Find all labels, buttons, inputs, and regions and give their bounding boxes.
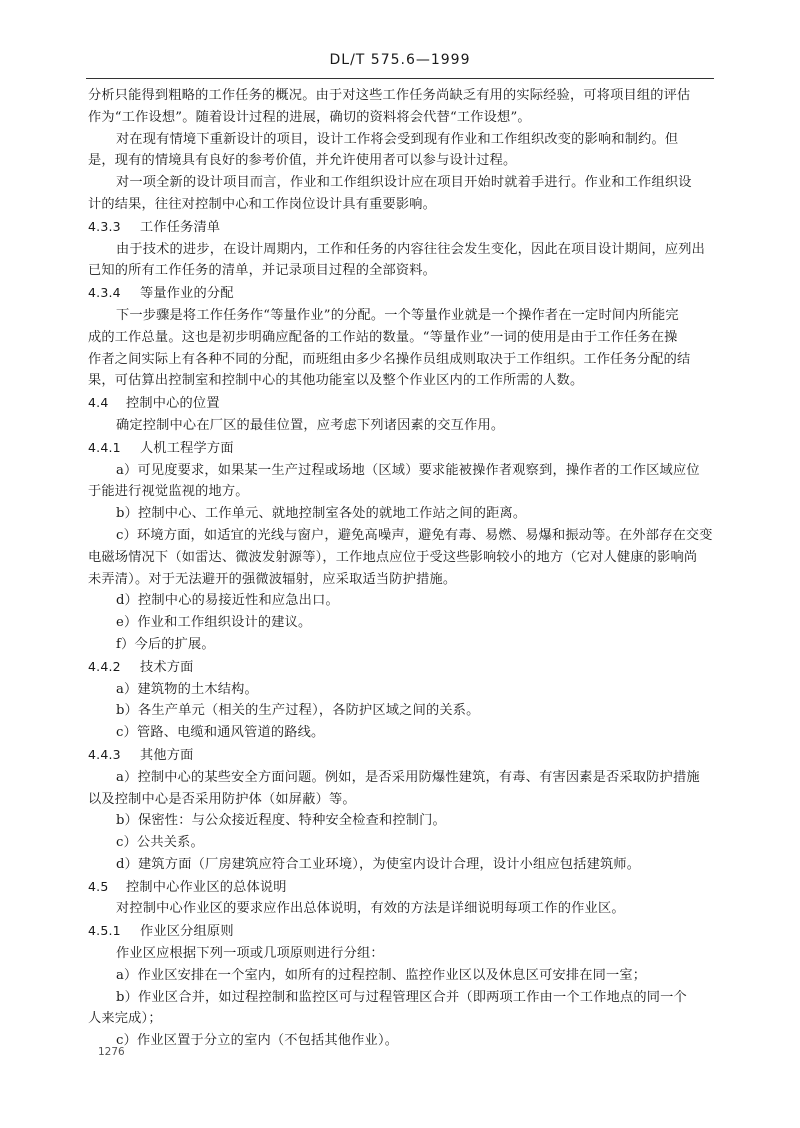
text-line: 成的工作总量。这也是初步明确应配备的工作站的数量。“等量作业”一词的使用是由于工作任务在操 (88, 329, 678, 345)
document-body (88, 85, 718, 1052)
section-heading (88, 216, 718, 239)
section-heading (88, 437, 718, 460)
text-line: d）控制中心的易接近性和应急出口。 (116, 593, 339, 609)
section-heading (88, 656, 718, 679)
text-line: b）作业区合并，如过程控制和监控区可与过程管理区合并（即两项工作由一个工作地点的同一个 (116, 989, 687, 1005)
text-line: d）建筑方面（厂房建筑应符合工业环境），为使室内设计合理，设计小组应包括建筑师。 (116, 856, 641, 872)
section-title: 作业区分组原则 (140, 924, 234, 940)
section-number: 4.4 (88, 395, 109, 411)
text-line: a）建筑物的土木结构。 (116, 681, 258, 697)
text-line: 作业区应根据下列一项或几项原则进行分组： (116, 946, 384, 962)
text-line: 对一项全新的设计项目而言，作业和工作组织设计应在项目开始时就着手进行。作业和工作组织设 (116, 175, 692, 191)
text-line: 计的结果，往往对控制中心和工作岗位设计具有重要影响。 (88, 196, 437, 212)
section-heading (88, 744, 718, 767)
section-heading (88, 282, 718, 305)
text-line: 人来完成）； (88, 1011, 162, 1027)
text-line: 电磁场情况下（如雷达、微波发射源等），工作地点应位于受这些影响较小的地方（它对人健康的影响尚 (88, 549, 698, 565)
section-title: 人机工程学方面 (140, 440, 234, 456)
text-line: c）作业区置于分立的室内（不包括其他作业）。 (116, 1033, 399, 1049)
section-heading (88, 876, 718, 899)
text-line: e）作业和工作组织设计的建议。 (116, 615, 312, 631)
section-number: 4.4.3 (88, 746, 121, 762)
text-line: b）控制中心、工作单元、就地控制室各处的就地工作站之间的距离。 (116, 506, 527, 522)
header-rule (86, 78, 714, 79)
text-line: 对在现有情境下重新设计的项目，设计工作将会受到现有作业和工作组织改变的影响和制约。但 (116, 131, 679, 147)
section-title: 其他方面 (140, 747, 194, 763)
section-number: 4.5 (88, 878, 109, 894)
section-title: 控制中心作业区的总体说明 (126, 879, 287, 895)
section-title: 技术方面 (140, 659, 194, 675)
text-line: c）管路、电缆和通风管道的路线。 (116, 725, 325, 741)
section-title: 控制中心的位置 (126, 396, 220, 412)
text-line: 作为“工作设想”。随着设计过程的进展，确切的资料将会代替“工作设想”。 (88, 109, 531, 125)
section-number: 4.4.2 (88, 658, 121, 674)
section-number: 4.4.1 (88, 439, 121, 455)
section-number: 4.3.3 (88, 218, 121, 234)
text-line: 确定控制中心在厂区的最佳位置，应考虑下列诸因素的交互作用。 (116, 417, 505, 433)
text-line: 作者之间实际上有各种不同的分配，而班组由多少名操作员组成则取决于工作组织。工作任务分配的结 (88, 351, 691, 367)
text-line: a）控制中心的某些安全方面问题。例如，是否采用防爆性建筑，有毒、有害因素是否采取防护措施 (116, 769, 700, 785)
document-header: DL/T 575.6—1999 (329, 52, 471, 68)
text-line: c）公共关系。 (116, 835, 204, 851)
text-line: a）作业区安排在一个室内，如所有的过程控制、监控作业区以及休息区可安排在同一室； (116, 967, 647, 983)
text-line: 是，现有的情境具有良好的参考价值，并允许使用者可以参与设计过程。 (88, 153, 517, 169)
section-number: 4.3.4 (88, 285, 121, 301)
text-line: 以及控制中心是否采用防护体（如屏蔽）等。 (88, 791, 356, 807)
section-heading (88, 920, 718, 943)
text-line: 由于技术的进步，在设计周期内，工作和任务的内容往往会发生变化，因此在项目设计期间，应列出 (116, 241, 706, 257)
section-number: 4.5.1 (88, 923, 121, 939)
text-line: 分析只能得到粗略的工作任务的概况。由于对这些工作任务尚缺乏有用的实际经验，可将项目组的评估 (88, 88, 691, 103)
text-line: c）环境方面，如适宜的光线与窗户，避免高噪声，避免有毒、易燃、易爆和振动等。在外部存在交变 (116, 527, 713, 543)
text-line: 下一步骤是将工作任务作“等量作业”的分配。一个等量作业就是一个操作者在一定时间内所能完 (116, 307, 679, 323)
text-line: 果，可估算出控制室和控制中心的其他功能室以及整个作业区内的工作所需的人数。 (88, 373, 584, 389)
page-number: 1276 (98, 1046, 125, 1058)
section-heading (88, 392, 718, 415)
text-line: b）保密性：与公众接近程度、特种安全检查和控制门。 (116, 813, 446, 829)
text-line: 于能进行视觉监视的地方。 (88, 484, 249, 500)
section-title: 等量作业的分配 (140, 286, 234, 302)
text-line: 已知的所有工作任务的清单，并记录项目过程的全部资料。 (88, 263, 437, 279)
text-line: 对控制中心作业区的要求应作出总体说明，有效的方法是详细说明每项工作的作业区。 (116, 901, 625, 917)
text-line: a）可见度要求，如果某一生产过程或场地（区域）要求能被操作者观察到，操作者的工作区域应位 (116, 462, 700, 478)
text-line: 未弄清）。对于无法避开的强微波辐射，应采取适当防护措施。 (88, 571, 457, 587)
section-title: 工作任务清单 (140, 219, 221, 235)
text-line: b）各生产单元（相关的生产过程），各防护区域之间的关系。 (116, 703, 480, 719)
text-line: f）今后的扩展。 (116, 636, 215, 652)
